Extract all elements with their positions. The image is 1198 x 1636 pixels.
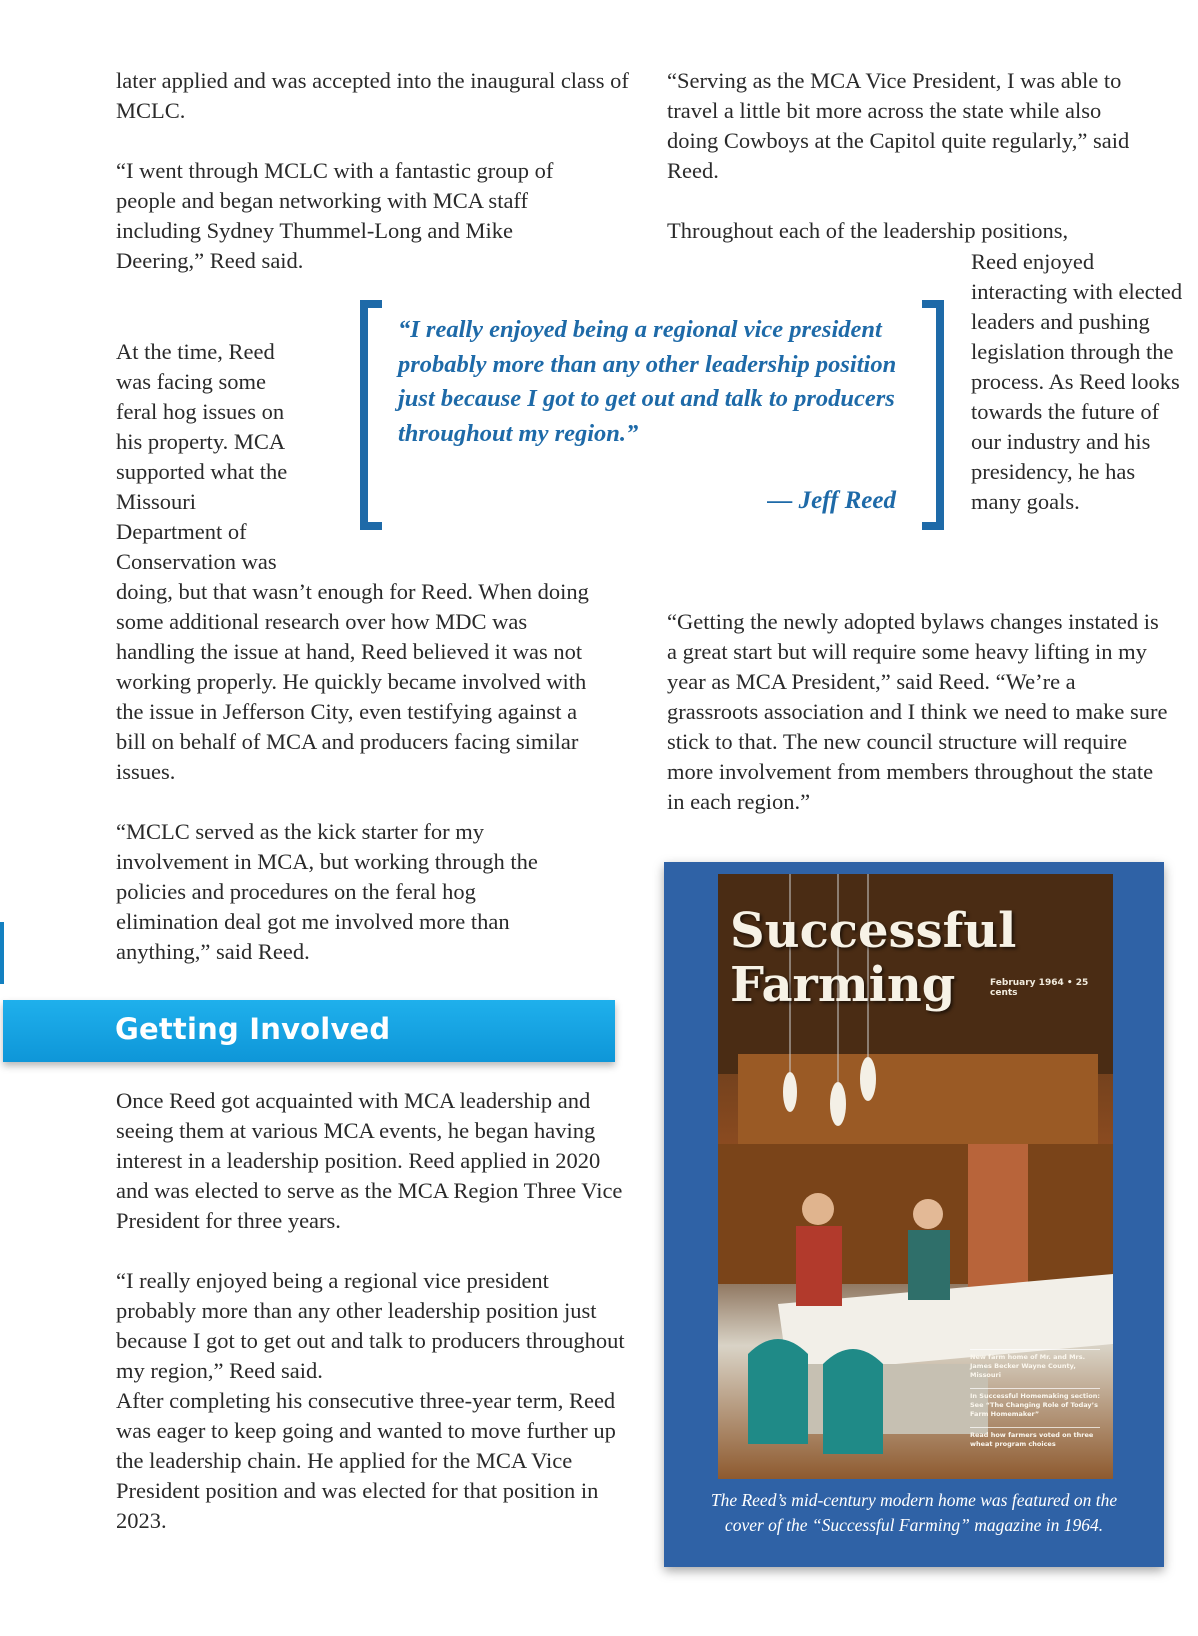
pull-quote: “I really enjoyed being a regional vice president probably more than any other leadership position just because I got to get out and talk to producers throughout my region.” xyxy=(398,316,897,447)
body-paragraph: “I went through MCLC with a fantastic group of people and began networking with MCA staff including Sydney Thummel-Long and Mike Deering,” Reed said. xyxy=(116,158,554,273)
section-heading: Getting Involved xyxy=(115,1012,391,1046)
body-paragraph: later applied and was accepted into the inaugural class of MCLC. xyxy=(116,68,629,123)
magazine-cover-notes xyxy=(970,1349,1100,1457)
cover-note: In Successful Homemaking section: See “The Changing Role of Today’s Farm Homemaker” xyxy=(970,1388,1100,1419)
figure-caption: The Reed’s mid-century modern home was featured on the cover of the “Successful Farming” magazine in 1964. xyxy=(710,1490,1118,1535)
right-column-top xyxy=(667,66,1177,246)
page-edge-mark xyxy=(0,922,4,984)
left-wrap-text: At the time, Reed was facing some feral hog issues on his property. MCA supported what the Missouri Department of Conservation was xyxy=(116,339,288,574)
body-paragraph: Throughout each of the leadership positions, xyxy=(667,218,1069,243)
magazine-figure xyxy=(664,862,1164,1567)
magazine-date: February 1964 • 25 cents xyxy=(990,978,1089,998)
left-column-continued xyxy=(116,577,606,997)
body-paragraph: “I really enjoyed being a regional vice president probably more than any other leadership position just because I got to get out and talk to producers throughout my region,” Reed said. xyxy=(116,1268,625,1383)
right-column-continued xyxy=(667,607,1172,847)
body-paragraph: “Serving as the MCA Vice President, I was able to travel a little bit more across the state while also doing Cowboys at the Capitol quite regularly,” said Reed. xyxy=(667,68,1130,183)
body-paragraph: doing, but that wasn’t enough for Reed. When doing some additional research over how MDC was handling the issue at hand, Reed believed it was not working properly. He quickly became involved with the issue in Jefferson City, even testifying against a bill on behalf of MCA and producers facing similar issues. xyxy=(116,579,589,784)
section-heading-bar xyxy=(3,1000,615,1062)
magazine-cover-image xyxy=(718,874,1113,1479)
pull-quote-attribution: — Jeff Reed xyxy=(767,487,896,514)
cover-note: New farm home of Mr. and Mrs. James Becker Wayne County, Missouri xyxy=(970,1349,1100,1380)
left-column-lower xyxy=(116,1086,626,1566)
right-wrap-text: Reed enjoyed interacting with elected leaders and pushing legislation through the process. As Reed looks towards the future of our industry and his presidency, he has many goals. xyxy=(971,249,1183,514)
quote-bracket-right xyxy=(922,300,944,530)
body-paragraph: Once Reed got acquainted with MCA leadership and seeing them at various MCA events, he began having interest in a leadership position. Reed applied in 2020 and was elected to serve as the MCA Region Three Vice President for three years. xyxy=(116,1088,623,1233)
body-paragraph: “Getting the newly adopted bylaws changes instated is a great start but will require some heavy lifting in my year as MCA President,” said Reed. “We’re a grassroots association and I think we need to make sure stick to that. The new council structure will require more involvement from members throughout the state in each region.” xyxy=(667,609,1168,814)
body-paragraph: “MCLC served as the kick starter for my involvement in MCA, but working through the policies and procedures on the feral hog elimination deal got me involved more than anything,” said Reed. xyxy=(116,819,538,964)
left-column-top xyxy=(116,66,631,276)
quote-bracket-left xyxy=(360,300,382,530)
body-paragraph: After completing his consecutive three-year term, Reed was eager to keep going and wanted to move further up the leadership chain. He applied for the MCA Vice President position and was elected for that position in 2023. xyxy=(116,1388,616,1533)
magazine-title: Successful Farming xyxy=(730,903,1017,1013)
cover-note: Read how farmers voted on three wheat program choices xyxy=(970,1427,1100,1449)
